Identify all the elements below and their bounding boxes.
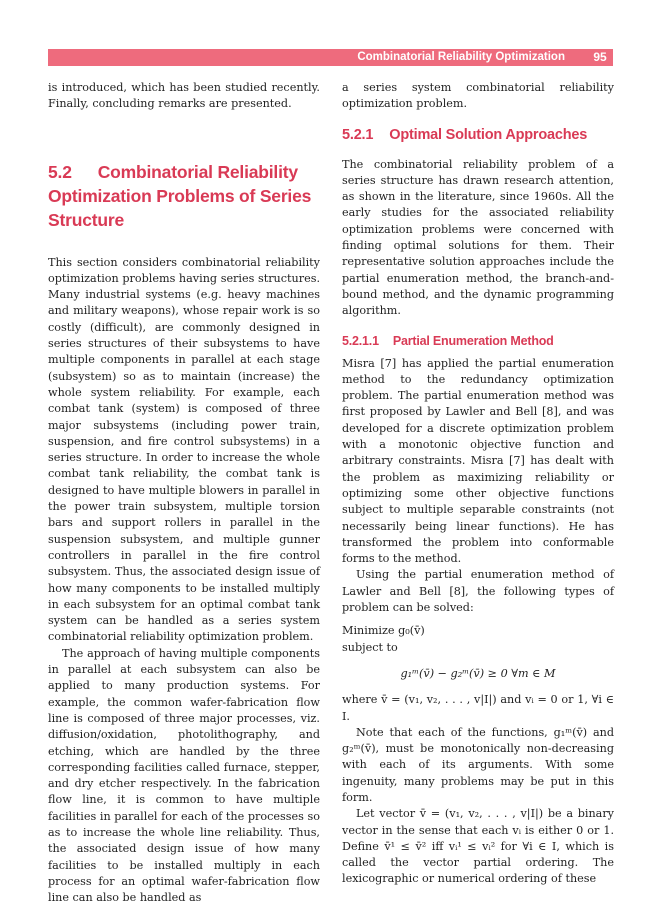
subject-to-line: subject to <box>342 640 398 654</box>
section-heading <box>48 160 320 232</box>
paragraph: The combinatorial reliability problem of a series structure has drawn research attention, as shown in the literature, since 1960s. All the early studies for the associated reliability optimization problems were concerned with finding optimal solutions for them. Their representative solution approaches include the partial enumeration method, the branch-and-bound method, and the dynamic programming algorithm. <box>342 157 614 318</box>
where-clause: where v̄ = (v₁, v₂, . . . , v|I|) and vᵢ = 0 or 1, ∀i ∈ I. <box>342 693 614 723</box>
subsection-heading <box>342 125 614 145</box>
constraint-equation: g₁ᵐ(v̄) − g₂ᵐ(v̄) ≥ 0 ∀m ∈ M <box>400 666 556 680</box>
running-header-title: Combinatorial Reliability Optimization <box>357 51 565 63</box>
right-column <box>342 80 614 888</box>
intro-text: a series system combinatorial reliability optimization problem. <box>342 81 614 111</box>
section-number: 5.2 <box>48 161 72 182</box>
paragraph: This section considers combinatorial reliability optimization problems having series structures. Many industrial systems (e.g. heavy machines and military weapons), whose repair work is so costly (difficult), are commonly designed in series structures of their subsystems to have multiple components in parallel at each stage (subsystem) so as to maintain (increase) the whole system reliability. For example, each combat tank (system) is composed of three major subsystems (including power train, suspension, and fire control subsystems) in a series structure. In order to increase the whole combat tank reliability, the combat tank is designed to have multiple blowers in parallel in the power train subsystem, multiple torsion bars and support rollers in parallel in the suspension subsystem, and multiple gunner controllers in parallel in the fire control subsystem. Thus, the associated design issue of how many components to be installed multiply in each subsystem for an optimal combat tank system can be handled as a series system combinatorial reliability optimization problem. <box>48 255 320 644</box>
section-title: Combinatorial Reliability Optimization Problems of Series Structure <box>48 161 312 230</box>
subsubsection-number: 5.2.1.1 <box>342 333 379 348</box>
paragraph: Note that each of the functions, g₁ᵐ(v̄) and g₂ᵐ(v̄), must be monotonically non-decreasing with each of its arguments. With some ingenuity, many problems may be put in this form. <box>342 725 614 804</box>
page-number: 95 <box>585 49 613 66</box>
subsection-number: 5.2.1 <box>342 126 374 143</box>
paragraph: Using the partial enumeration method of Lawler and Bell [8], the following types of problem can be solved: <box>342 568 614 615</box>
paragraph: The approach of having multiple components in parallel at each subsystem can also be applied to many production systems. For example, the common wafer-fabrication flow line is composed of three major processes, viz. diffusion/oxidation, photolithography, and etching, which are handled by the three corresponding facilities called furnace, stepper, and dry etcher respectively. In the fabrication flow line, it is common to have multiple facilities in parallel for each of the processes so as to increase the whole line reliability. Thus, the associated design issue of how many facilities to be installed multiply in each process for an optimal wafer-fabrication flow line can also be handled as <box>48 646 320 905</box>
intro-text: is introduced, which has been studied recently. Finally, concluding remarks are presented. <box>48 81 320 111</box>
minimize-line: Minimize g₀(v̄) <box>342 624 425 638</box>
paragraph: Misra [7] has applied the partial enumeration method to the redundancy optimization problem. The partial enumeration method was first proposed by Lawler and Bell [8], and was developed for a discrete optimization problem with a monotonic objective function and arbitrary constraints. Misra [7] has dealt with the problem as maximizing reliability or optimizing some other objective functions subject to multiple separable constraints (not necessarily being linear functions). He has transformed the problem into conformable forms to the method. <box>342 356 614 566</box>
left-column <box>48 80 320 906</box>
subsubsection-title: Partial Enumeration Method <box>392 333 554 348</box>
running-header <box>48 49 613 66</box>
subsubsection-heading <box>342 332 614 350</box>
subsection-title: Optimal Solution Approaches <box>389 126 588 143</box>
paragraph: Let vector v̄ = (v₁, v₂, . . . , v|I|) be a binary vector in the sense that each vᵢ is either 0 or 1. Define v̄¹ ≤ v̄² iff vᵢ¹ ≤ vᵢ² for ∀i ∈ I, which is called the vector partial ordering. The lexicographic or numerical ordering of these <box>342 807 614 886</box>
